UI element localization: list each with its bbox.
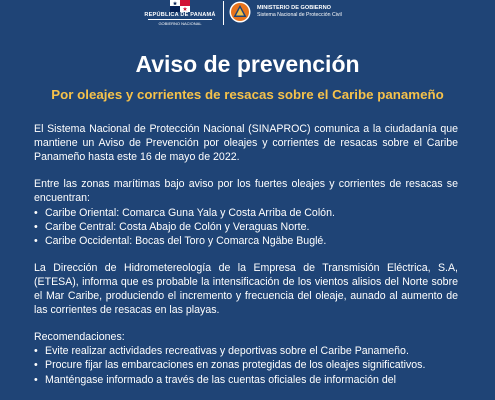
page-title: Aviso de prevención [135,51,360,77]
zones-intro-paragraph: Entre las zonas marítimas bajo aviso por los fuertes oleajes y corrientes de resacas se encuentran: [34,178,458,205]
list-item: • Caribe Central: Costa Abajo de Colón y Veraguas Norte. [34,220,458,234]
header-separator [223,1,224,25]
republic-label: REPÚBLICA DE PANAMÁ [144,12,216,18]
intro-paragraph: El Sistema Nacional de Protección Nacional (SINAPROC) comunica a la ciudadanía que mantiene un Aviso de Prevención por oleajes y corrientes de resacas sobre el Caribe Panameño hasta este 16 de mayo de 2022. [34,123,458,164]
list-item: • Caribe Oriental: Comarca Guna Yala y Costa Arriba de Colón. [34,206,458,220]
recommendations-list [34,344,458,387]
government-logo [140,0,220,28]
government-label: GOBIERNO NACIONAL [158,20,202,26]
list-item: • Procure fijar las embarcaciones en zonas protegidas de los oleajes significativos. [34,358,458,372]
recommendations-heading: Recomendaciones: [34,330,125,343]
page-subtitle: Por oleajes y corrientes de resacas sobre el Caribe panameño [51,87,444,102]
panama-flag-icon [170,0,190,12]
forecast-paragraph: La Dirección de Hidrometereología de la Empresa de Transmisión Eléctrica, S.A, (ETESA), informa que es probable la intensificación de los vientos alisios del Norte sobre el Mar Caribe, produciendo el incremento y frecuencia del oleaje, aunado al aumento de las corrientes de resacas en las playas. [34,261,458,317]
civil-protection-emblem-icon [229,1,251,23]
zones-list [34,206,458,249]
sinaproc-label: Sistema Nacional de Protección Civil [257,12,342,18]
notice-body [34,122,458,387]
header [0,0,495,30]
list-item: • Caribe Occidental: Bocas del Toro y Comarca Ngäbe Buglé. [34,234,458,248]
list-item: • Evite realizar actividades recreativas y deportivas sobre el Caribe Panameño. [34,344,458,358]
ministry-label: MINISTERIO DE GOBIERNO [257,5,331,11]
list-item: • Manténgase informado a través de las cuentas oficiales de información del [34,373,458,387]
ministry-logo [257,5,377,18]
